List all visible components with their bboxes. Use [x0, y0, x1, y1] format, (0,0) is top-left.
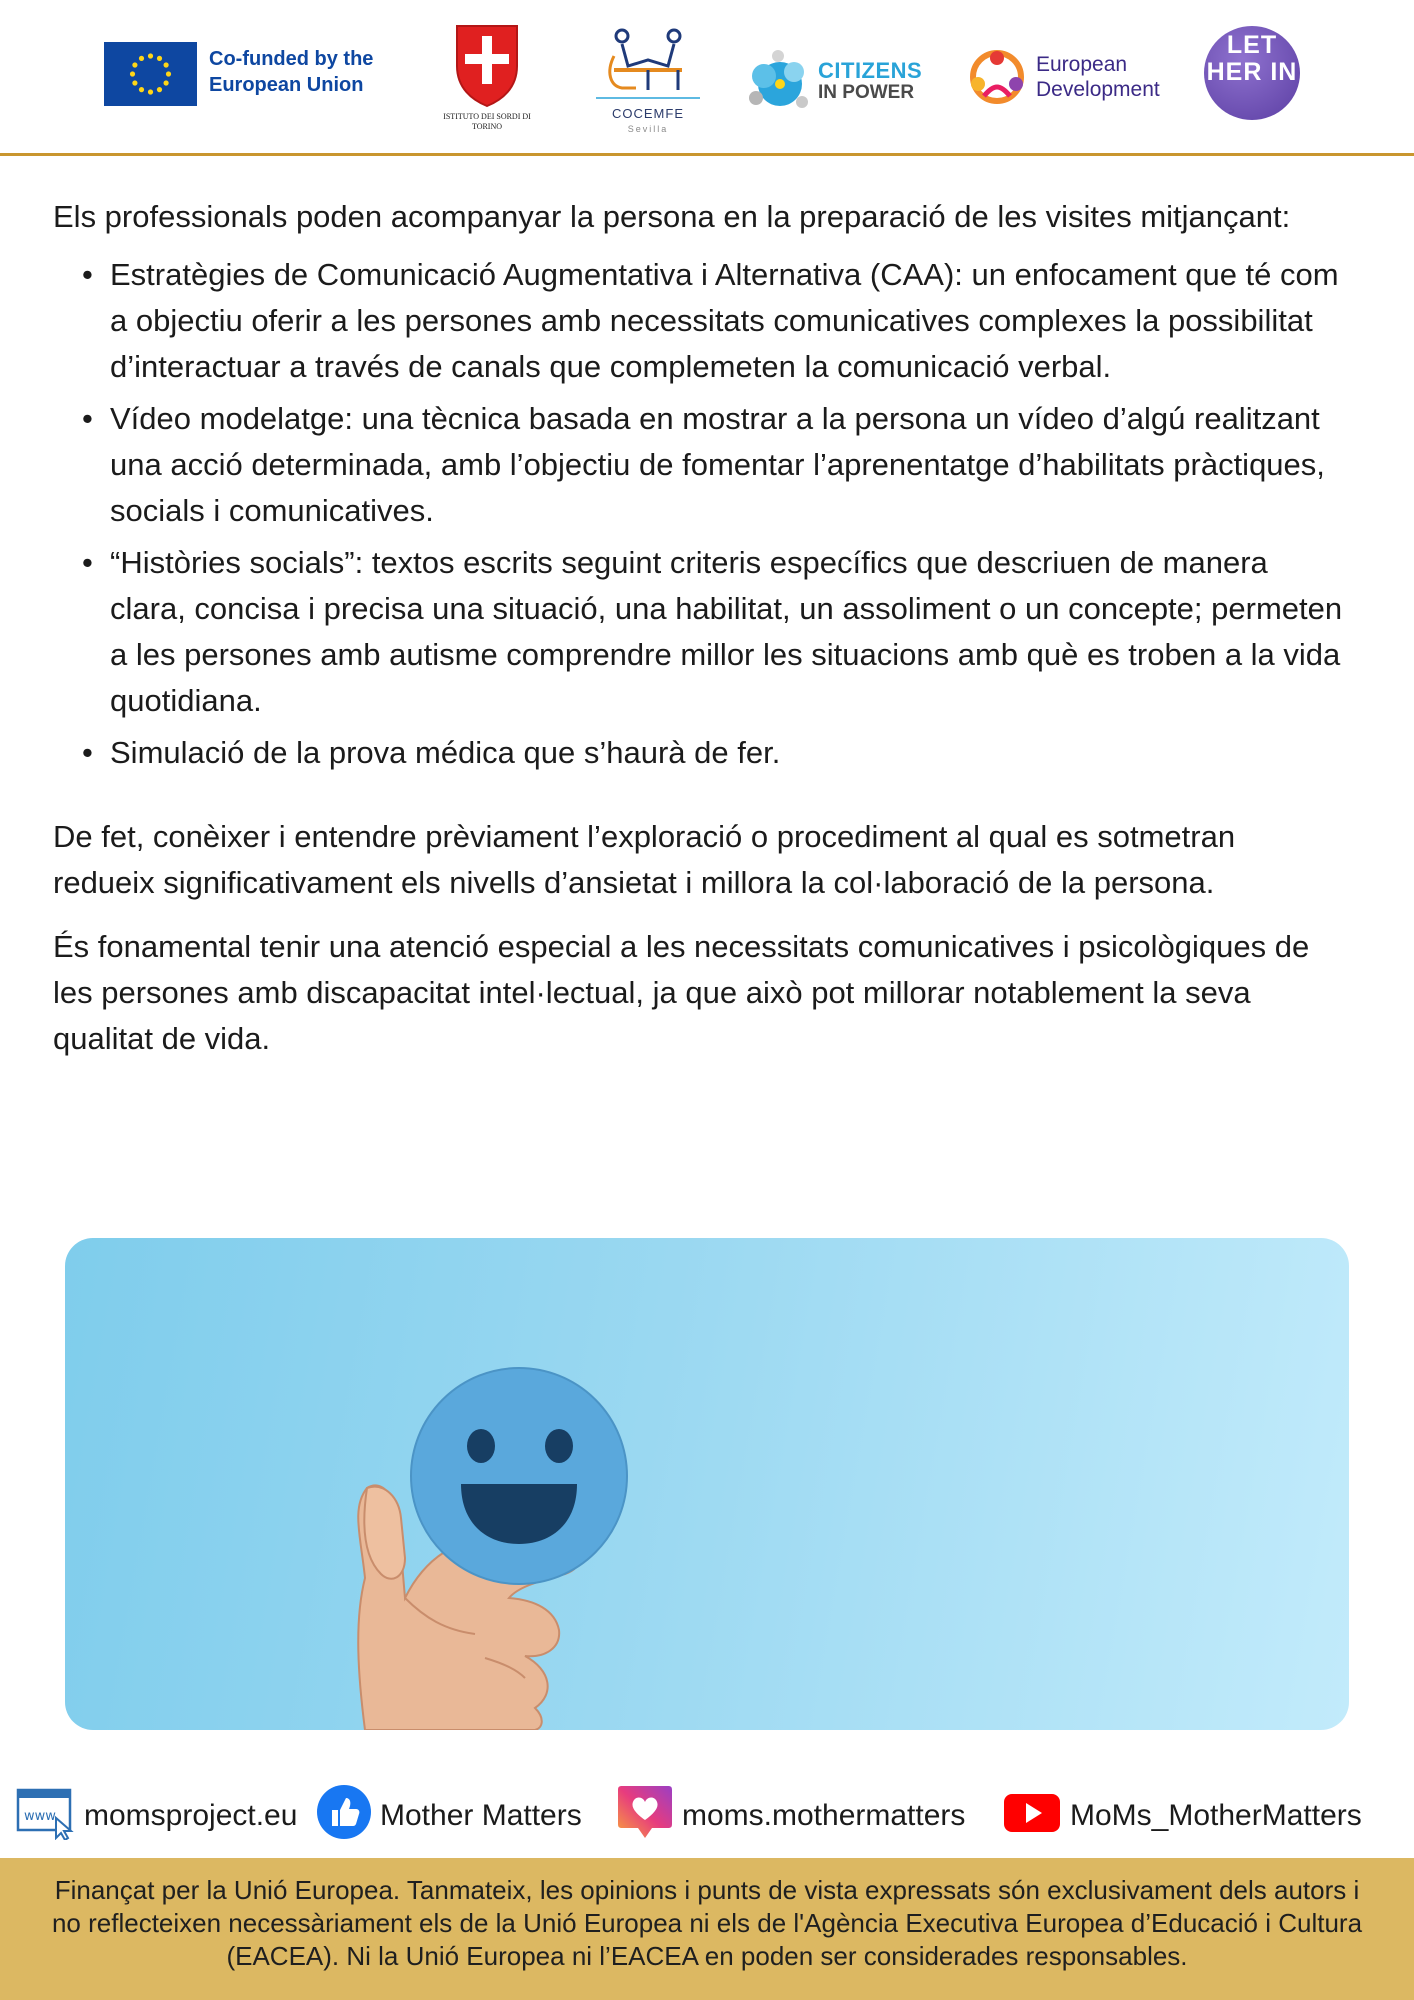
list-item-simulation: • Simulació de la prova médica que s’haurà de fer.: [110, 730, 1343, 776]
svg-text:www: www: [24, 1809, 56, 1824]
citizens-logo-line1: CITIZENS: [818, 58, 923, 83]
intro-paragraph: Els professionals poden acompanyar la persona en la preparació de les visites mitjançant:: [53, 199, 1291, 234]
citizens-logo-line2: IN POWER: [818, 82, 915, 103]
let-her-in-logo-text: LET HER IN: [1206, 31, 1298, 86]
header-divider: [0, 153, 1414, 156]
eu-stars-icon: [104, 42, 197, 106]
instagram-heart-icon: [616, 1784, 674, 1848]
citizens-cloud-icon: [744, 46, 816, 118]
people-circle-icon: [964, 44, 1030, 110]
instagram-link-text: moms.mothermatters: [682, 1799, 966, 1832]
citizens-in-power-logo: [744, 46, 924, 118]
let-her-in-logo: [1204, 26, 1300, 120]
attention-paragraph: És fonamental tenir una atenció especial a les necessitats comunicatives i psicològiques de les persones amb discapacitat intel·lectual, ja que això pot millorar notablement la seva qualitat de vida.: [53, 929, 1310, 1056]
web-browser-icon: [16, 1784, 76, 1848]
eudev-logo-text: [1036, 52, 1160, 102]
people-table-icon: [592, 26, 704, 104]
facebook-like-icon: [316, 1784, 372, 1848]
cocemfe-logo-subtext: Sevilla: [627, 124, 669, 134]
instagram-link[interactable]: [616, 1788, 965, 1844]
shield-icon: [440, 22, 534, 108]
torino-logo-text: ISTITUTO DEI SORDI DI TORINO: [443, 112, 531, 131]
main-content: [53, 194, 1343, 1062]
cocemfe-logo: [592, 26, 704, 138]
eu-flag-logo: [104, 42, 197, 106]
youtube-link[interactable]: [1002, 1788, 1362, 1844]
hand-holding-smiley-icon: [65, 1238, 1349, 1730]
eudev-logo-line1: European: [1036, 53, 1128, 76]
eudev-logo-line2: Development: [1036, 78, 1160, 101]
website-link[interactable]: [16, 1788, 297, 1844]
youtube-play-icon: [1002, 1784, 1062, 1848]
cocemfe-logo-text: COCEMFE: [612, 106, 684, 121]
list-item-social-stories: • “Històries socials”: textos escrits seguint criteris específics que descriuen de manera clara, concisa i precisa una situació, una habilitat, un assoliment o un concepte; permeten a les persones amb autisme comprendre millor les situacions amb què es troben a la vida quotidiana.: [110, 540, 1343, 724]
social-links-bar: [0, 1788, 1414, 1844]
facebook-link[interactable]: [316, 1788, 582, 1844]
facebook-link-text: Mother Matters: [380, 1799, 582, 1832]
istituto-sordi-torino-logo: [440, 22, 534, 138]
smiley-hand-photo: [65, 1238, 1349, 1730]
youtube-link-text: MoMs_MotherMatters: [1070, 1799, 1362, 1832]
list-item-video-modeling: • Vídeo modelatge: una tècnica basada en mostrar a la persona un vídeo d’algú realitzant una acció determinada, amb l’objectiu de fomentar l’aprenentatge d’habilitats pràctiques, socials i comunicatives.: [110, 396, 1343, 534]
website-link-text: momsproject.eu: [84, 1799, 298, 1832]
anxiety-paragraph: De fet, conèixer i entendre prèviament l’exploració o procediment al qual es sotmetran redueix significativament els nivells d’ansietat i millora la col·laboració de la persona.: [53, 819, 1236, 900]
header-logos: [0, 0, 1414, 155]
footer-disclaimer-band: [0, 1858, 1414, 2000]
strategy-list: [53, 252, 1343, 776]
european-development-logo: [964, 44, 1184, 114]
eu-logo-text: Co-funded by the European Union: [209, 48, 374, 96]
eu-funding-disclaimer: Finançat per la Unió Europea. Tanmateix, les opinions i punts de vista expressats són exclusivament dels autors i no reflecteixen necessàriament els de la Unió Europea ni els de l'Agència Executiva Europea d’Educació i Cultura (EACEA). Ni la Unió Europea ni l’EACEA en poden ser considerades responsables.: [51, 1875, 1363, 1971]
list-item-caa: • Estratègies de Comunicació Augmentativa i Alternativa (CAA): un enfocament que té com a objectiu oferir a les persones amb necessitats comunicatives complexes la possibilitat d’interactuar a través de canals que complemeten la comunicació verbal.: [110, 252, 1343, 390]
